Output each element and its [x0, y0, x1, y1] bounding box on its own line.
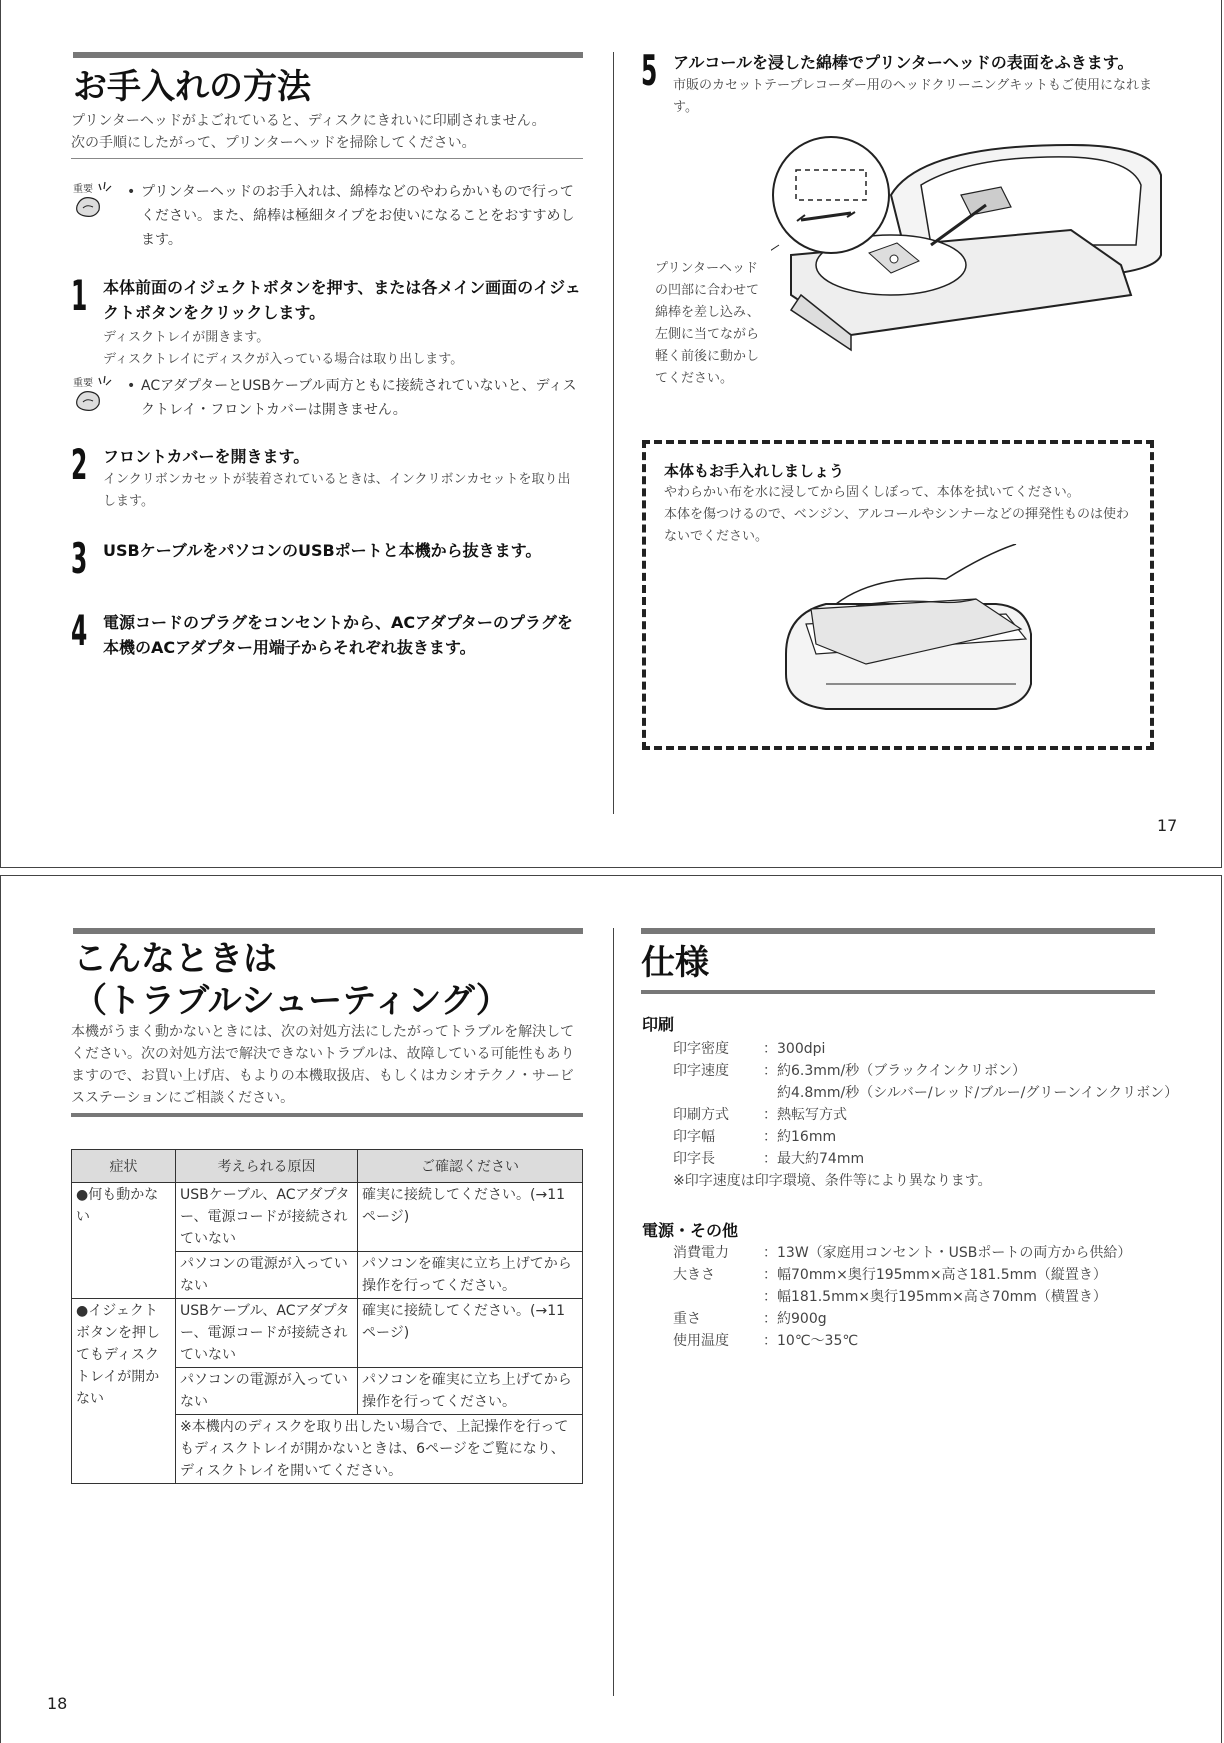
- table-header-row: [72, 1150, 583, 1183]
- step-heading: アルコールを浸した綿棒でプリンターヘッドの表面をふきます。: [673, 53, 1134, 72]
- spec-value: ：熱転写方式: [763, 1107, 847, 1123]
- print-heading: 印刷: [642, 1015, 675, 1034]
- table-row: [72, 1299, 583, 1368]
- step-5: [641, 46, 1161, 119]
- check-cell: パソコンを確実に立ち上げてから操作を行ってください。: [358, 1252, 583, 1299]
- step-detail: 市販のカセットテープレコーダー用のヘッドクリーニングキットもご使用になれます。: [673, 78, 1153, 115]
- symptom-cell: ●イジェクトボタンを押してもディスクトレイが開かない: [72, 1299, 176, 1484]
- spec-key: 印字速度: [673, 1063, 729, 1079]
- divider: [71, 1113, 583, 1117]
- spec-key: 印字幅: [673, 1129, 715, 1145]
- important-icon: [71, 180, 119, 220]
- spec-value: ：幅181.5mm×奥行195mm×高さ70mm（横置き）: [763, 1289, 1107, 1305]
- spec-key: 使用温度: [673, 1333, 729, 1349]
- divider: [71, 158, 583, 159]
- check-cell: パソコンを確実に立ち上げてから操作を行ってください。: [358, 1368, 583, 1415]
- step-heading: フロントカバーを開きます。: [103, 447, 310, 466]
- cause-cell: USBケーブル、ACアダプター、電源コードが接続されていない: [176, 1299, 358, 1368]
- caption-line: てください。: [655, 371, 734, 386]
- page-18: [0, 875, 1222, 1743]
- step-heading: 電源コードのプラグをコンセントから、ACアダプターのプラグを本機のACアダプター用端子からそれぞれ抜きます。: [103, 613, 573, 657]
- page-17: [0, 0, 1222, 868]
- important-note: [71, 180, 583, 252]
- body-care-box: [642, 440, 1154, 750]
- important-note-2: [71, 374, 583, 422]
- table-footnote: ※本機内のディスクを取り出したい場合で、上記操作を行ってもディスクトレイが開かないときは、6ページをご覧になり、ディスクトレイを開いてください。: [176, 1415, 583, 1484]
- box-text: 本体を傷つけるので、ベンジン、アルコールやシンナーなどの揮発性ものは使わないでください。: [664, 507, 1129, 544]
- step-2: [71, 440, 583, 513]
- body-wipe-illustration: [776, 544, 1056, 724]
- box-title: 本体もお手入れしましょう: [664, 462, 845, 480]
- spec-key: 印字密度: [673, 1041, 729, 1057]
- spec-value: ：約900g: [763, 1311, 827, 1327]
- page-title-line2: （トラブルシューティング）: [73, 981, 510, 1021]
- spec-value: ：13W（家庭用コンセント・USBポートの両方から供給）: [763, 1245, 1132, 1261]
- divider: [641, 990, 1155, 994]
- spec-key: 重さ: [673, 1311, 701, 1327]
- important-icon-label: 重要: [73, 184, 93, 195]
- spec-value: ：300dpi: [763, 1041, 826, 1057]
- troubleshooting-intro: 本機がうまく動かないときには、次の対処方法にしたがってトラブルを解決してください。次の対処方法で解決できないトラブルは、故障している可能性もありますので、お買い上げ店、もよりの本機取扱店、もしくはカシオテクノ・サービスステーションにご相談ください。: [71, 1024, 575, 1106]
- cause-cell: パソコンの電源が入っていない: [176, 1252, 358, 1299]
- step-number: 1: [71, 271, 88, 320]
- cause-cell: パソコンの電源が入っていない: [176, 1368, 358, 1415]
- printer-head-cleaning-illustration: [771, 135, 1171, 365]
- page-title-line1: こんなときは: [73, 939, 277, 979]
- section-title-troubleshooting: [73, 928, 583, 1022]
- section-title-care: [73, 52, 583, 108]
- spec-key: 印刷方式: [673, 1107, 729, 1123]
- column-header: 症状: [72, 1150, 176, 1183]
- page-number: 18: [47, 1694, 68, 1713]
- page-title: お手入れの方法: [73, 67, 311, 107]
- step-1: [71, 271, 583, 371]
- spec-key: 大きさ: [673, 1267, 715, 1283]
- illustration-caption: [655, 258, 785, 390]
- step-number: 5: [641, 46, 658, 95]
- cause-cell: USBケーブル、ACアダプター、電源コードが接続されていない: [176, 1183, 358, 1252]
- spec-key: 消費電力: [673, 1245, 729, 1261]
- caption-line: プリンターヘッド: [655, 261, 758, 276]
- spec-key: 印字長: [673, 1151, 715, 1167]
- step-heading: USBケーブルをパソコンのUSBポートと本機から抜きます。: [103, 541, 542, 560]
- important-icon: [71, 374, 119, 414]
- step-number: 2: [71, 440, 88, 489]
- check-cell: 確実に接続してください。(→11ページ): [358, 1299, 583, 1368]
- note-text: • プリンターヘッドのお手入れは、綿棒などのやわらかいもので行ってください。また、綿棒は極細タイプをお使いになることをおすすめします。: [127, 180, 583, 252]
- spec-value: ：約16mm: [763, 1129, 837, 1145]
- caption-line: 軽く前後に動かし: [655, 349, 760, 364]
- step-detail: ディスクトレイが開きます。: [103, 330, 270, 345]
- caption-line: 綿棒を差し込み、: [655, 305, 760, 320]
- important-icon-label: 重要: [73, 378, 93, 389]
- troubleshooting-table: [71, 1149, 583, 1484]
- spec-value: ：約6.3mm/秒（ブラックインクリボン）: [763, 1063, 1026, 1079]
- step-detail: ディスクトレイにディスクが入っている場合は取り出します。: [103, 352, 464, 367]
- care-intro: [71, 110, 591, 154]
- column-header: ご確認ください: [358, 1150, 583, 1183]
- print-note: ※印字速度は印字環境、条件等により異なります。: [673, 1173, 992, 1189]
- spec-value: ：幅70mm×奥行195mm×高さ181.5mm（縦置き）: [763, 1267, 1107, 1283]
- caption-line: 左側に当てながら: [655, 327, 760, 342]
- box-text: やわらかい布を水に浸してから固くしぼって、本体を拭いてください。: [664, 485, 1080, 500]
- page-number: 17: [1157, 816, 1178, 835]
- step-3: [71, 534, 583, 583]
- step-detail: インクリボンカセットが装着されているときは、インクリボンカセットを取り出します。: [103, 472, 571, 509]
- caption-line: の凹部に合わせて: [655, 283, 760, 298]
- power-heading: 電源・その他: [642, 1221, 739, 1240]
- spec-value: ：最大約74mm: [763, 1151, 865, 1167]
- spec-value: ：10℃〜35℃: [763, 1333, 859, 1349]
- section-title-specs: [641, 928, 1155, 984]
- spec-value: 約4.8mm/秒（シルバー/レッド/ブルー/グリーンインクリボン）: [763, 1085, 1179, 1101]
- column-divider: [613, 52, 614, 814]
- note-text: • ACアダプターとUSBケーブル両方ともに接続されていないと、ディスクトレイ・フロントカバーは開きません。: [127, 374, 583, 422]
- symptom-cell: ●何も動かない: [72, 1183, 176, 1299]
- check-cell: 確実に接続してください。(→11ページ): [358, 1183, 583, 1252]
- intro-line: 次の手順にしたがって、プリンターヘッドを掃除してください。: [71, 135, 476, 151]
- column-header: 考えられる原因: [176, 1150, 358, 1183]
- step-4: [71, 606, 583, 660]
- step-number: 4: [71, 606, 88, 655]
- step-heading: 本体前面のイジェクトボタンを押す、または各メイン画面のイジェクトボタンをクリックします。: [103, 278, 581, 322]
- spec-title: 仕様: [641, 943, 709, 983]
- intro-line: プリンターヘッドがよごれていると、ディスクにきれいに印刷されません。: [71, 113, 546, 129]
- table-row: [72, 1183, 583, 1252]
- column-divider: [613, 928, 614, 1696]
- step-number: 3: [71, 534, 88, 583]
